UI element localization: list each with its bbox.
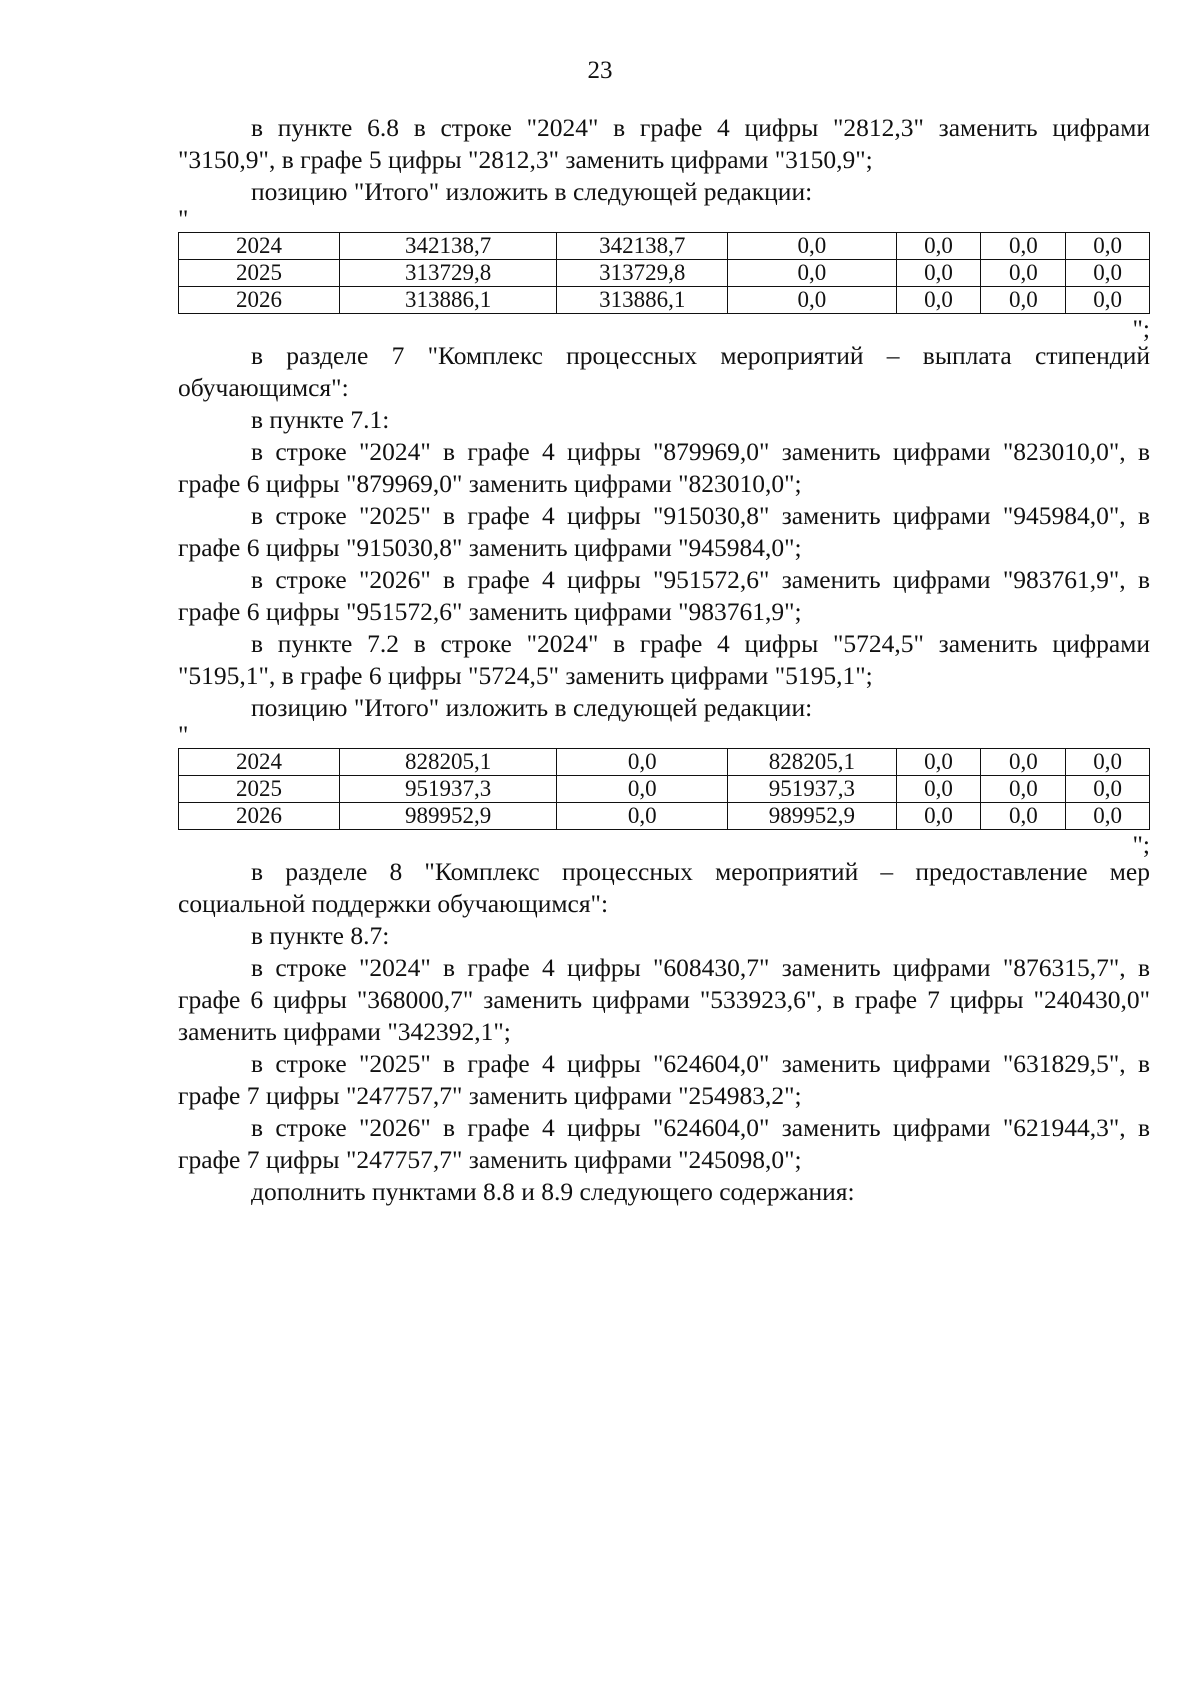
table-cell-value: 0,0 (981, 260, 1066, 287)
section-8-line-2024: в строке "2024" в графе 4 цифры "608430,7" заменить цифрами "876315,7", в графе 6 цифры "368000,7" заменить цифрами "533923,6", в графе 7 цифры "240430,0" заменить цифрами "342392,1"; (178, 953, 1150, 1046)
table-row (179, 803, 1150, 830)
table-cell-value: 828205,1 (728, 749, 897, 776)
table-cell-value: 0,0 (981, 803, 1066, 830)
paragraph-6-8: в пункте 6.8 в строке "2024" в графе 4 цифры "2812,3" заменить цифрами "3150,9", в графе 5 цифры "2812,3" заменить цифрами "3150,9"; (178, 113, 1150, 174)
table-cell-value: 951937,3 (728, 776, 897, 803)
table-cell-value: 0,0 (981, 776, 1066, 803)
table-cell-year: 2026 (179, 287, 340, 314)
table-cell-value: 0,0 (896, 776, 981, 803)
section-8-intro: в разделе 8 "Комплекс процессных мероприятий – предоставление мер социальной поддержки обучающимся": (178, 857, 1150, 918)
table-cell-value: 0,0 (1066, 776, 1150, 803)
table-cell-value: 0,0 (557, 803, 728, 830)
table-cell-year: 2026 (179, 803, 340, 830)
table-cell-value: 0,0 (896, 287, 981, 314)
table-cell-value: 0,0 (557, 776, 728, 803)
quote-close-7: "; (1132, 830, 1150, 859)
section-7-intro: в разделе 7 "Комплекс процессных мероприятий – выплата стипендий обучающимся": (178, 341, 1150, 402)
paragraph-itogo-6: позицию "Итого" изложить в следующей редакции: (251, 177, 813, 206)
table-cell-value: 0,0 (1066, 260, 1150, 287)
paragraph-itogo-7: позицию "Итого" изложить в следующей редакции: (251, 693, 813, 722)
section-7-line-2024: в строке "2024" в графе 4 цифры "879969,0" заменить цифрами "823010,0", в графе 6 цифры "879969,0" заменить цифрами "823010,0"; (178, 437, 1150, 498)
table-cell-value: 0,0 (557, 749, 728, 776)
table-cell-value: 0,0 (1066, 233, 1150, 260)
table-cell-value: 0,0 (896, 803, 981, 830)
table-cell-value: 0,0 (728, 233, 897, 260)
table-cell-year: 2024 (179, 233, 340, 260)
table-cell-value: 313886,1 (557, 287, 728, 314)
document-body (178, 112, 1150, 1208)
section-7-item-7-2: в пункте 7.2 в строке "2024" в графе 4 цифры "5724,5" заменить цифрами "5195,1", в графе 6 цифры "5724,5" заменить цифрами "5195,1"; (178, 629, 1150, 690)
table-cell-value: 0,0 (981, 749, 1066, 776)
table-cell-value: 0,0 (1066, 749, 1150, 776)
section-7-line-2026: в строке "2026" в графе 4 цифры "951572,6" заменить цифрами "983761,9", в графе 6 цифры "951572,6" заменить цифрами "983761,9"; (178, 565, 1150, 626)
table-cell-value: 989952,9 (339, 803, 556, 830)
table-cell-value: 0,0 (896, 233, 981, 260)
table-row (179, 776, 1150, 803)
section-8-item-8-7: в пункте 8.7: (251, 921, 390, 950)
quote-close-6: "; (1132, 314, 1150, 343)
table-cell-value: 0,0 (896, 260, 981, 287)
section-7-line-2025: в строке "2025" в графе 4 цифры "915030,8" заменить цифрами "945984,0", в графе 6 цифры "915030,8" заменить цифрами "945984,0"; (178, 501, 1150, 562)
table-row (179, 287, 1150, 314)
table-cell-value: 342138,7 (557, 233, 728, 260)
table-cell-value: 0,0 (1066, 803, 1150, 830)
quote-open-6: " (178, 204, 189, 233)
itogo-table-7 (178, 748, 1150, 830)
table-cell-value: 0,0 (896, 749, 981, 776)
table-cell-value: 0,0 (728, 287, 897, 314)
section-8-addition: дополнить пунктами 8.8 и 8.9 следующего содержания: (251, 1177, 855, 1206)
quote-open-7: " (178, 720, 189, 749)
section-8-line-2026: в строке "2026" в графе 4 цифры "624604,0" заменить цифрами "621944,3", в графе 7 цифры "247757,7" заменить цифрами "245098,0"; (178, 1113, 1150, 1174)
table-cell-value: 989952,9 (728, 803, 897, 830)
table-cell-value: 951937,3 (339, 776, 556, 803)
table-row (179, 233, 1150, 260)
itogo-table-6 (178, 232, 1150, 314)
table-cell-value: 0,0 (1066, 287, 1150, 314)
table-row (179, 749, 1150, 776)
table-cell-value: 313886,1 (339, 287, 556, 314)
table-row (179, 260, 1150, 287)
section-7-item-7-1: в пункте 7.1: (251, 405, 390, 434)
table-cell-year: 2024 (179, 749, 340, 776)
table-cell-value: 0,0 (981, 233, 1066, 260)
table-cell-value: 828205,1 (339, 749, 556, 776)
page-number: 23 (587, 57, 613, 84)
table-cell-value: 0,0 (981, 287, 1066, 314)
table-cell-value: 313729,8 (557, 260, 728, 287)
table-cell-value: 342138,7 (339, 233, 556, 260)
itogo-table-6-body (179, 233, 1150, 314)
table-cell-year: 2025 (179, 260, 340, 287)
table-cell-value: 0,0 (728, 260, 897, 287)
table-cell-value: 313729,8 (339, 260, 556, 287)
itogo-table-7-body (179, 749, 1150, 830)
table-cell-year: 2025 (179, 776, 340, 803)
section-8-line-2025: в строке "2025" в графе 4 цифры "624604,0" заменить цифрами "631829,5", в графе 7 цифры "247757,7" заменить цифрами "254983,2"; (178, 1049, 1150, 1110)
